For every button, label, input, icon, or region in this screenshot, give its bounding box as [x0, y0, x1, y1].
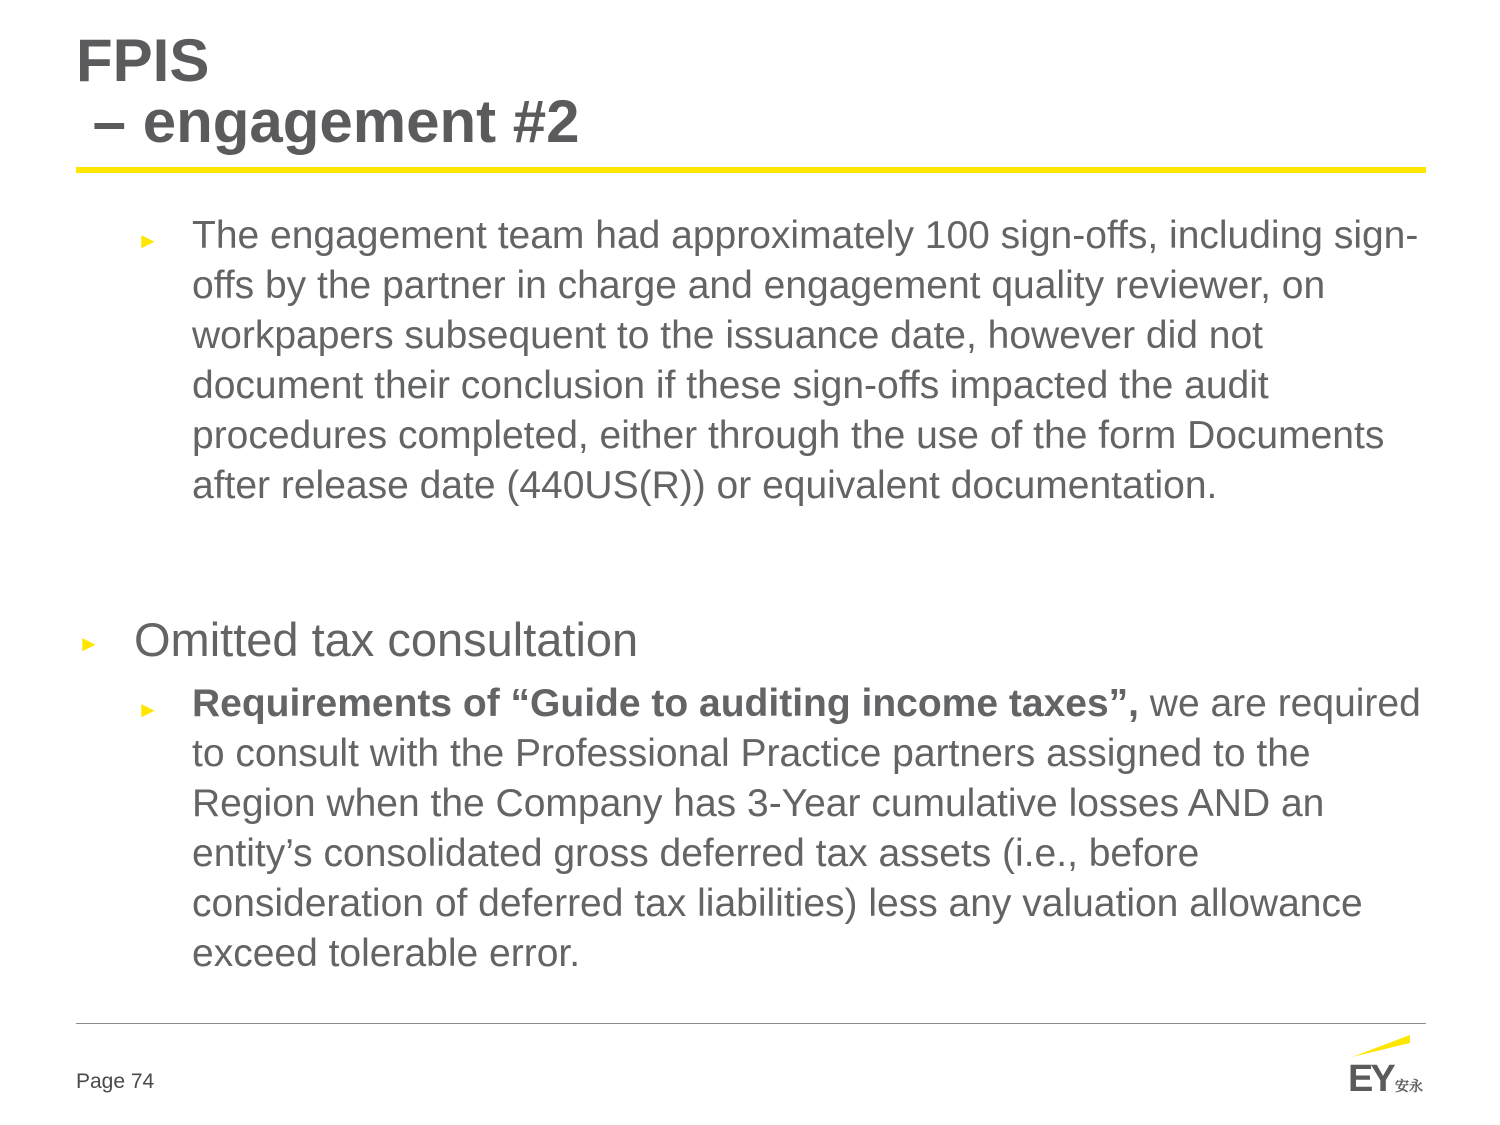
ey-logo	[1346, 1033, 1430, 1099]
ey-logo-chinese: 安永	[1395, 1079, 1423, 1095]
page-number: Page 74	[76, 1070, 155, 1093]
title-line-2: – engagement #2	[76, 88, 580, 155]
title-underline	[76, 167, 1426, 173]
bullet-text-tax-requirements	[192, 679, 1432, 979]
footer-divider	[76, 1023, 1426, 1024]
bullet-marker-icon: ►	[137, 697, 159, 722]
bullet-tax-bold-lead: Requirements of “Guide to auditing income taxes”,	[192, 682, 1139, 725]
title-line-1: FPIS	[76, 27, 210, 94]
bullet-marker-icon: ►	[78, 631, 100, 656]
section-heading-tax-consultation: Omitted tax consultation	[134, 613, 639, 666]
bullet-signoffs-body: The engagement team had approximately 100 sign-offs, including sign-offs by the partner in charge and engagement quality reviewer, on workpapers subsequent to the issuance date, however did not document their conclusion if these sign-offs impacted the audit procedures completed, either through the use of the form Documents after release date (440US(R)) or equivalent documentation.	[192, 214, 1419, 507]
bullet-marker-icon: ►	[137, 228, 159, 253]
slide-title	[76, 27, 580, 155]
bullet-tax-body: we are required to consult with the Professional Practice partners assigned to the Region when the Company has 3-Year cumulative losses AND an entity’s consolidated gross deferred tax assets (i.e., before consideration of deferred tax liabilities) less any valuation allowance exceed tolerable error.	[192, 682, 1421, 975]
bullet-text-signoffs	[192, 211, 1442, 511]
ey-logo-letters: EY	[1348, 1058, 1393, 1100]
